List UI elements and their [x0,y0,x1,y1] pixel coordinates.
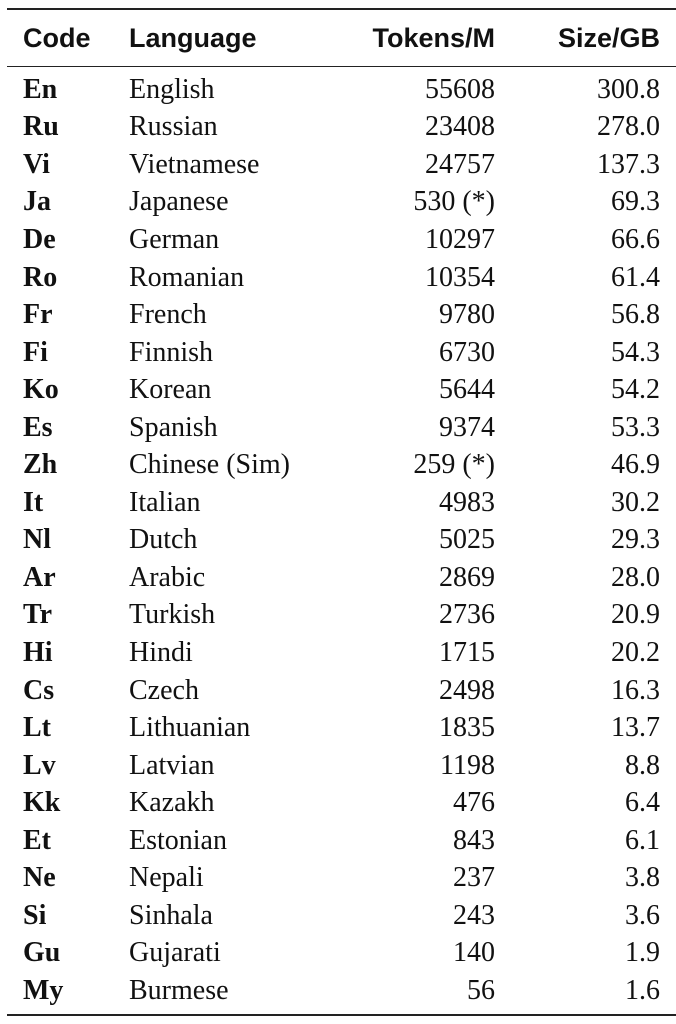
table-row [7,371,676,409]
cell-size: 54.2 [611,374,660,406]
cell-tokens: 5025 [439,524,495,556]
cell-size: 54.3 [611,336,660,368]
header-language: Language [129,22,257,53]
cell-language: German [129,223,220,255]
cell-tokens: 55608 [425,73,495,105]
cell-code: De [23,223,56,255]
cell-code: Vi [23,148,50,180]
cell-tokens: 259 (*) [413,449,495,481]
table-body [7,67,676,1015]
table-row [7,822,676,860]
cell-language: Spanish [129,411,218,443]
cell-language: Romanian [129,261,245,293]
cell-size: 20.2 [611,636,660,668]
cell-code: Ar [23,561,56,593]
cell-tokens: 10297 [425,223,495,255]
cell-code: Ne [23,862,56,894]
cell-size: 53.3 [611,411,660,443]
cell-tokens: 24757 [425,148,495,180]
table-row [7,784,676,822]
cell-size: 28.0 [611,561,660,593]
cell-language: Russian [129,111,218,143]
table-row [7,109,676,147]
cell-tokens: 1198 [440,749,495,781]
cell-size: 6.4 [625,787,660,819]
cell-tokens: 6730 [439,336,495,368]
cell-tokens: 2736 [439,599,495,631]
table-row [7,709,676,747]
table-row [7,184,676,222]
cell-tokens: 9374 [439,411,495,443]
language-stats-table-container [7,8,660,1016]
cell-code: Ru [23,111,59,143]
table-row [7,296,676,334]
table-row [7,334,676,372]
language-stats-table [7,8,676,1016]
cell-language: Arabic [129,561,206,593]
cell-language: Hindi [129,636,193,668]
cell-size: 69.3 [611,186,660,218]
cell-size: 1.6 [625,974,660,1006]
cell-language: Finnish [129,336,214,368]
table-row [7,522,676,560]
cell-tokens: 1835 [439,712,495,744]
cell-tokens: 2869 [439,561,495,593]
cell-code: Tr [23,599,53,631]
cell-size: 6.1 [625,824,660,856]
table-header [7,9,676,67]
cell-size: 46.9 [611,449,660,481]
cell-code: Gu [23,937,61,969]
cell-language: Estonian [129,824,227,856]
table-row [7,484,676,522]
cell-size: 16.3 [611,674,660,706]
cell-language: Sinhala [129,899,213,931]
cell-size: 278.0 [597,111,660,143]
cell-language: Vietnamese [129,148,260,180]
cell-code: My [23,974,64,1006]
cell-tokens: 243 [453,899,495,931]
cell-tokens: 1715 [439,636,495,668]
table-row [7,897,676,935]
cell-size: 61.4 [611,261,660,293]
cell-code: Cs [23,674,55,706]
cell-tokens: 2498 [439,674,495,706]
cell-language: Korean [129,374,212,406]
cell-tokens: 140 [453,937,495,969]
cell-language: Turkish [129,599,216,631]
cell-code: Fi [23,336,48,368]
cell-size: 13.7 [611,712,660,744]
cell-language: English [129,73,215,105]
cell-size: 300.8 [597,73,660,105]
cell-language: Japanese [129,186,229,218]
cell-tokens: 5644 [439,374,495,406]
header-code: Code [23,22,91,53]
cell-language: Gujarati [129,937,221,969]
table-row [7,972,676,1015]
cell-language: Kazakh [129,787,215,819]
cell-size: 56.8 [611,299,660,331]
cell-tokens: 237 [453,862,495,894]
cell-size: 29.3 [611,524,660,556]
cell-language: Lithuanian [129,712,251,744]
cell-tokens: 56 [467,974,495,1006]
cell-language: Dutch [129,524,198,556]
table-row [7,259,676,297]
cell-code: It [23,486,44,518]
cell-code: Ja [23,186,51,218]
cell-code: Ro [23,261,58,293]
table-row [7,747,676,785]
cell-size: 20.9 [611,599,660,631]
table-row [7,859,676,897]
cell-tokens: 9780 [439,299,495,331]
cell-language: Czech [129,674,199,706]
cell-tokens: 23408 [425,111,495,143]
cell-code: Lt [23,712,51,744]
table-row [7,597,676,635]
cell-code: Si [23,899,47,931]
cell-tokens: 843 [453,824,495,856]
header-row [7,9,676,67]
cell-size: 8.8 [625,749,660,781]
table-row [7,672,676,710]
cell-size: 1.9 [625,937,660,969]
cell-language: Chinese (Sim) [129,449,290,481]
cell-tokens: 10354 [425,261,495,293]
cell-code: Et [23,824,51,856]
table-row [7,935,676,973]
cell-tokens: 476 [453,787,495,819]
cell-code: Kk [23,787,61,819]
table-row [7,409,676,447]
cell-size: 137.3 [597,148,660,180]
cell-code: Ko [23,374,59,406]
header-size: Size/GB [557,22,660,53]
cell-language: Burmese [129,974,229,1006]
cell-size: 3.8 [625,862,660,894]
header-tokens: Tokens/M [372,22,495,53]
cell-language: Italian [129,486,201,518]
cell-code: En [23,73,58,105]
cell-code: Lv [23,749,56,781]
cell-code: Es [23,411,53,443]
cell-language: French [129,299,207,331]
table-row [7,559,676,597]
cell-code: Nl [23,524,51,556]
cell-size: 66.6 [611,223,660,255]
table-row [7,446,676,484]
cell-size: 3.6 [625,899,660,931]
cell-language: Nepali [129,862,204,894]
cell-tokens: 530 (*) [413,186,495,218]
table-row [7,67,676,109]
cell-size: 30.2 [611,486,660,518]
cell-code: Zh [23,449,58,481]
cell-code: Hi [23,636,53,668]
cell-code: Fr [23,299,53,331]
table-row [7,221,676,259]
cell-tokens: 4983 [439,486,495,518]
table-row [7,146,676,184]
cell-language: Latvian [129,749,215,781]
table-row [7,634,676,672]
